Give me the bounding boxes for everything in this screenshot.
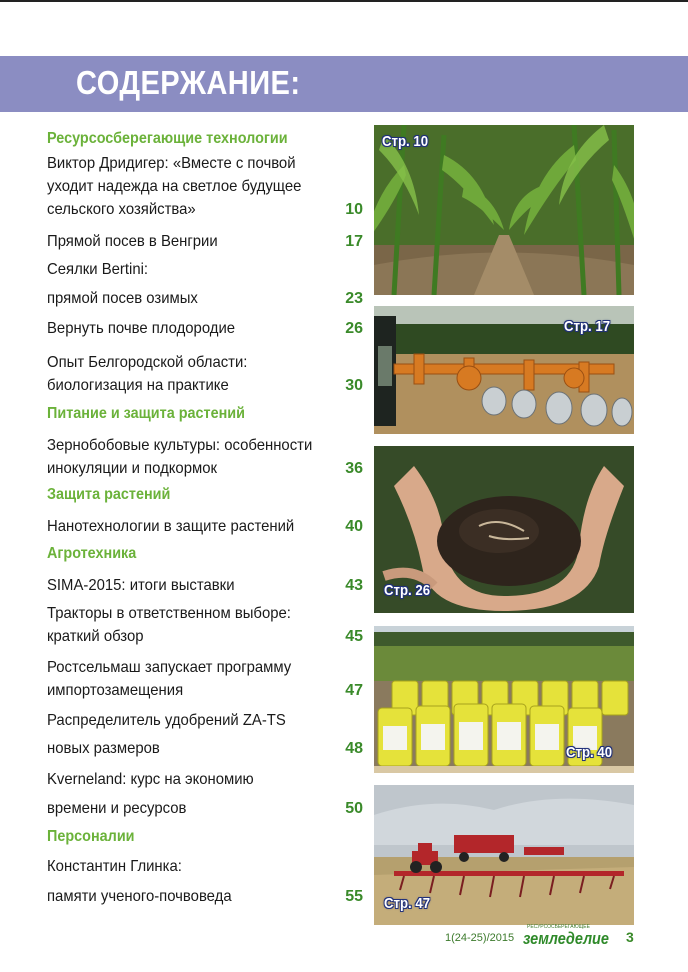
logo-title: земледелие (523, 929, 609, 948)
entry-title-line: биологизация на практике (47, 377, 229, 394)
photo-disc-harrow[interactable] (374, 306, 634, 434)
entry-page-number: 36 (345, 460, 363, 477)
page-number: 3 (626, 929, 634, 945)
logo-subtitle: РЕСУРСОСБЕРЕГАЮЩЕЕ (527, 924, 590, 930)
entry-title-line: сельского хозяйства» (47, 201, 196, 218)
entry-page-number: 17 (345, 233, 363, 250)
entry-title-line: памяти ученого-почвоведа (47, 888, 232, 905)
section-title: Персоналии (47, 828, 135, 845)
entry-title-line: импортозамещения (47, 682, 184, 699)
toc-entry[interactable] (47, 515, 367, 538)
toc-entry[interactable] (47, 602, 367, 648)
entry-title-line: Ростсельмаш запускает программу (47, 659, 292, 676)
toc-section-heading[interactable] (47, 405, 367, 423)
entry-page-number: 47 (345, 682, 363, 699)
toc-entry[interactable] (47, 885, 367, 908)
photo-soil-hands[interactable] (374, 446, 634, 613)
entry-title-line: Распределитель удобрений ZA-TS (47, 712, 286, 729)
entry-page-number: 10 (345, 201, 363, 218)
toc-entry[interactable] (47, 317, 367, 340)
entry-title-line: SIMA-2015: итоги выставки (47, 577, 235, 594)
entry-page-number: 43 (345, 577, 363, 594)
toc-entry[interactable] (47, 855, 367, 878)
toc-section-heading[interactable] (47, 486, 367, 504)
toc-entry[interactable] (47, 351, 367, 397)
entry-title-line: Прямой посев в Венгрии (47, 233, 218, 250)
toc-entry[interactable] (47, 287, 367, 310)
corn-field-image (374, 125, 634, 295)
toc-section-heading[interactable] (47, 130, 367, 148)
entry-page-number: 23 (345, 290, 363, 307)
photo-page-tag: Стр. 17 (564, 318, 611, 335)
contents-banner (0, 56, 688, 112)
toc-section-heading[interactable] (47, 828, 367, 846)
toc-entry[interactable] (47, 230, 367, 253)
section-title: Питание и защита растений (47, 405, 245, 422)
entry-title-line: Опыт Белгородской области: (47, 354, 248, 371)
entry-title-line: Зернобобовые культуры: особенности (47, 437, 313, 454)
photo-tractor-seeder[interactable] (374, 785, 634, 925)
entry-page-number: 45 (345, 628, 363, 645)
toc-entry[interactable] (47, 656, 367, 702)
entry-title-line: краткий обзор (47, 628, 144, 645)
entry-title-line: инокуляции и подкормок (47, 460, 218, 477)
issue-number: 1(24-25)/2015 (445, 932, 515, 944)
entry-page-number: 48 (345, 740, 363, 757)
photo-page-tag: Стр. 10 (382, 133, 429, 150)
toc-entry[interactable] (47, 797, 367, 820)
entry-title-line: Нанотехнологии в защите растений (47, 518, 295, 535)
page-title: СОДЕРЖАНИЕ: (76, 64, 301, 101)
entry-page-number: 40 (345, 518, 363, 535)
photo-corn-field[interactable] (374, 125, 634, 295)
toc-entry[interactable] (47, 737, 367, 760)
section-title: Защита растений (47, 486, 171, 503)
photo-canisters[interactable] (374, 626, 634, 773)
entry-page-number: 26 (345, 320, 363, 337)
section-title: Агротехника (47, 545, 137, 562)
entry-title-line: Виктор Дридигер: «Вместе с почвой (47, 155, 296, 172)
entry-title-line: Сеялки Bertini: (47, 261, 149, 278)
entry-page-number: 50 (345, 800, 363, 817)
toc-entry[interactable] (47, 258, 367, 281)
magazine-logo[interactable] (523, 924, 613, 948)
photo-page-tag: Стр. 40 (566, 744, 613, 761)
entry-title-line: новых размеров (47, 740, 160, 757)
entry-title-line: уходит надежда на светлое будущее (47, 178, 302, 195)
photo-page-tag: Стр. 47 (384, 895, 431, 912)
entry-title-line: времени и ресурсов (47, 800, 187, 817)
toc-entry[interactable] (47, 152, 367, 221)
entry-title-line: Вернуть почве плодородие (47, 320, 236, 337)
toc-entry[interactable] (47, 768, 367, 791)
entry-title-line: Тракторы в ответственном выборе: (47, 605, 291, 622)
toc-entry[interactable] (47, 709, 367, 732)
entry-page-number: 30 (345, 377, 363, 394)
top-rule (0, 0, 688, 2)
entry-page-number: 55 (345, 888, 363, 905)
toc-entry[interactable] (47, 574, 367, 597)
toc-section-heading[interactable] (47, 545, 367, 563)
entry-title-line: Константин Глинка: (47, 858, 182, 875)
toc-entry[interactable] (47, 434, 367, 480)
photo-page-tag: Стр. 26 (384, 582, 431, 599)
entry-title-line: прямой посев озимых (47, 290, 198, 307)
section-title: Ресурсосберегающие технологии (47, 130, 288, 147)
entry-title-line: Kverneland: курс на экономию (47, 771, 254, 788)
